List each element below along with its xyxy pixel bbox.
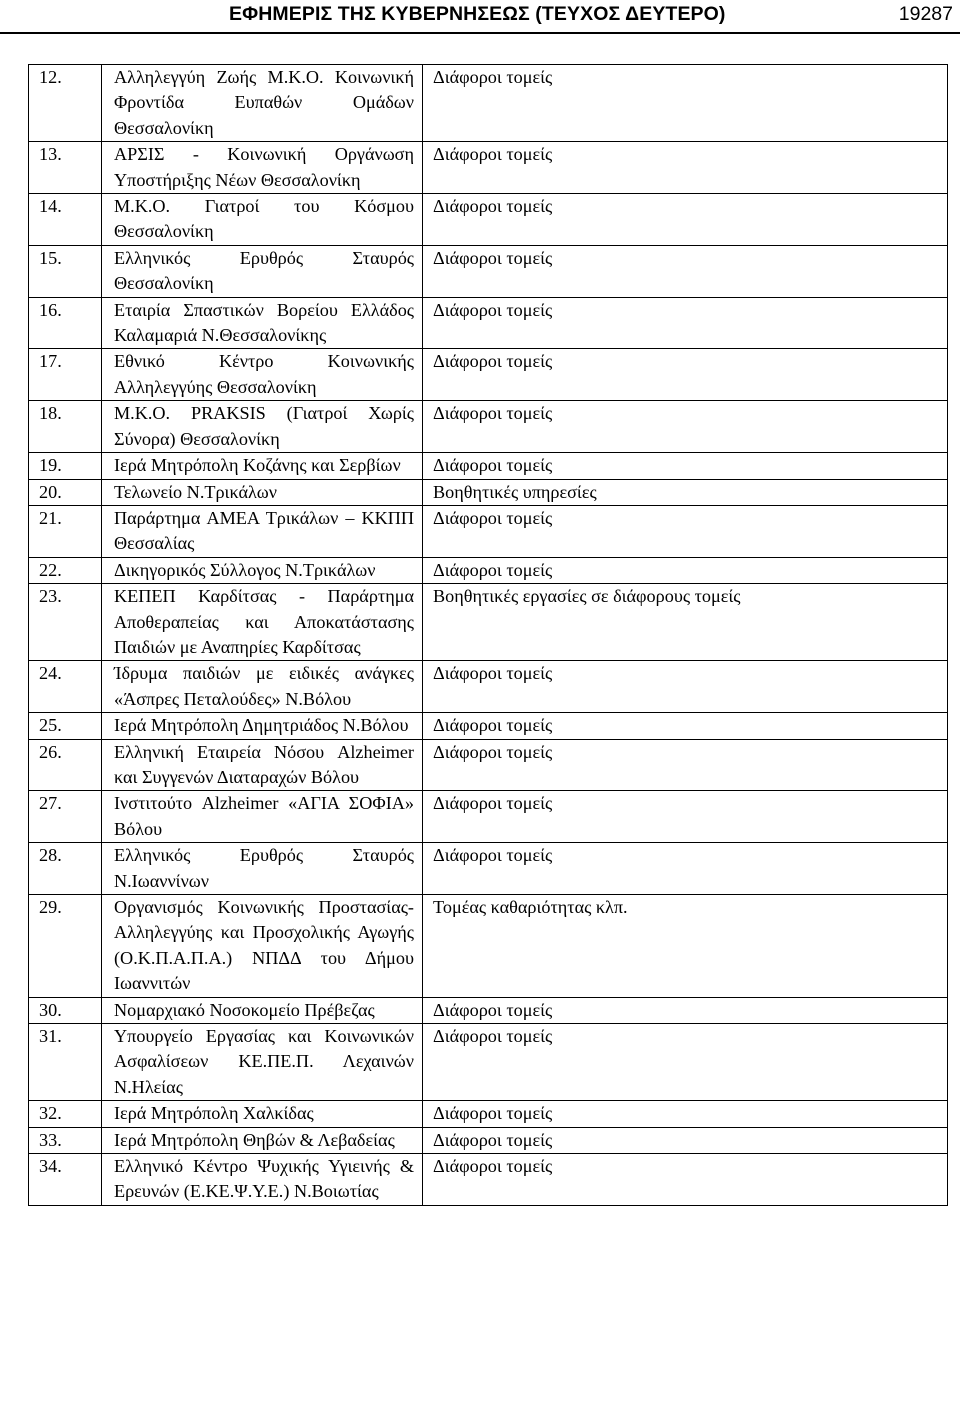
row-number: 24. — [29, 661, 102, 713]
sector-description: Διάφοροι τομείς — [423, 997, 948, 1023]
organization-name: Ιερά Μητρόπολη Κοζάνης και Σερβίων — [102, 453, 423, 479]
table-row — [29, 1101, 948, 1127]
organization-name: Υπουργείο Εργασίας και Κοινωνικών Ασφαλίσεων ΚΕ.ΠΕ.Π. Λεχαινών Ν.Ηλείας — [102, 1024, 423, 1101]
organization-name: Ελληνικός Ερυθρός Σταυρός Ν.Ιωαννίνων — [102, 843, 423, 895]
table-row — [29, 349, 948, 401]
organization-name: Ελληνική Εταιρεία Νόσου Alzheimer και Συγγενών Διαταραχών Βόλου — [102, 739, 423, 791]
organization-name: Παράρτημα ΑΜΕΑ Τρικάλων – ΚΚΠΠ Θεσσαλίας — [102, 505, 423, 557]
table-row — [29, 843, 948, 895]
sector-description: Βοηθητικές υπηρεσίες — [423, 479, 948, 505]
organization-name: Ιερά Μητρόπολη Θηβών & Λεβαδείας — [102, 1127, 423, 1153]
row-number: 25. — [29, 713, 102, 739]
row-number: 34. — [29, 1154, 102, 1206]
organization-name: ΑΡΣΙΣ - Κοινωνική Οργάνωση Υποστήριξης Νέων Θεσσαλονίκη — [102, 142, 423, 194]
table-row — [29, 713, 948, 739]
row-number: 26. — [29, 739, 102, 791]
organization-name: Νομαρχιακό Νοσοκομείο Πρέβεζας — [102, 997, 423, 1023]
table-row — [29, 661, 948, 713]
sector-description: Διάφοροι τομείς — [423, 791, 948, 843]
organization-name: Ελληνικός Ερυθρός Σταυρός Θεσσαλονίκη — [102, 245, 423, 297]
sector-description: Διάφοροι τομείς — [423, 739, 948, 791]
row-number: 23. — [29, 584, 102, 661]
sector-description: Διάφοροι τομείς — [423, 349, 948, 401]
table-row — [29, 142, 948, 194]
table-row — [29, 584, 948, 661]
row-number: 29. — [29, 895, 102, 998]
row-number: 27. — [29, 791, 102, 843]
row-number: 28. — [29, 843, 102, 895]
table-row — [29, 1154, 948, 1206]
sector-description: Διάφοροι τομείς — [423, 1024, 948, 1101]
row-number: 12. — [29, 65, 102, 142]
table-row — [29, 479, 948, 505]
table-row — [29, 1024, 948, 1101]
row-number: 15. — [29, 245, 102, 297]
table-row — [29, 245, 948, 297]
row-number: 19. — [29, 453, 102, 479]
table-row — [29, 557, 948, 583]
sector-description: Βοηθητικές εργασίες σε διάφορους τομείς — [423, 584, 948, 661]
sector-description: Διάφοροι τομείς — [423, 557, 948, 583]
sector-description: Διάφοροι τομείς — [423, 1127, 948, 1153]
row-number: 30. — [29, 997, 102, 1023]
table-row — [29, 739, 948, 791]
row-number: 22. — [29, 557, 102, 583]
sector-description: Διάφοροι τομείς — [423, 453, 948, 479]
sector-description: Διάφοροι τομείς — [423, 1101, 948, 1127]
organization-name: Ιερά Μητρόπολη Χαλκίδας — [102, 1101, 423, 1127]
row-number: 18. — [29, 401, 102, 453]
sector-description: Διάφοροι τομείς — [423, 843, 948, 895]
organization-name: Αλληλεγγύη Ζωής Μ.Κ.Ο. Κοινωνική Φροντίδα Ευπαθών Ομάδων Θεσσαλονίκη — [102, 65, 423, 142]
organization-name: Οργανισμός Κοινωνικής Προστασίας-Αλληλεγγύης και Προσχολικής Αγωγής (Ο.Κ.Π.Α.Π.Α.) ΝΠΔΔ του Δήμου Ιωαννιτών — [102, 895, 423, 998]
sector-description: Διάφοροι τομείς — [423, 1154, 948, 1206]
row-number: 21. — [29, 505, 102, 557]
row-number: 17. — [29, 349, 102, 401]
sector-description: Διάφοροι τομείς — [423, 245, 948, 297]
table-row — [29, 791, 948, 843]
row-number: 33. — [29, 1127, 102, 1153]
row-number: 32. — [29, 1101, 102, 1127]
sector-description: Διάφοροι τομείς — [423, 65, 948, 142]
table-row — [29, 401, 948, 453]
row-number: 31. — [29, 1024, 102, 1101]
page-number: 19287 — [898, 3, 953, 25]
row-number: 14. — [29, 194, 102, 246]
organization-name: Δικηγορικός Σύλλογος Ν.Τρικάλων — [102, 557, 423, 583]
organization-name: Ιερά Μητρόπολη Δημητριάδος Ν.Βόλου — [102, 713, 423, 739]
table-row — [29, 194, 948, 246]
organization-name: Μ.Κ.Ο. PRAKSIS (Γιατροί Χωρίς Σύνορα) Θεσσαλονίκη — [102, 401, 423, 453]
header-rule — [0, 32, 960, 34]
sector-description: Διάφοροι τομείς — [423, 505, 948, 557]
table-row — [29, 997, 948, 1023]
organizations-table-body — [29, 65, 948, 1206]
organization-name: Ίδρυμα παιδιών με ειδικές ανάγκες «Άσπρες Πεταλούδες» Ν.Βόλου — [102, 661, 423, 713]
table-row — [29, 297, 948, 349]
organization-name: ΚΕΠΕΠ Καρδίτσας - Παράρτημα Αποθεραπείας και Αποκατάστασης Παιδιών με Αναπηρίες Καρδίτσας — [102, 584, 423, 661]
sector-description: Τομέας καθαριότητας κλπ. — [423, 895, 948, 998]
sector-description: Διάφοροι τομείς — [423, 194, 948, 246]
row-number: 16. — [29, 297, 102, 349]
organization-name: Ινστιτούτο Alzheimer «ΑΓΙΑ ΣΟΦΙΑ» Βόλου — [102, 791, 423, 843]
organization-name: Μ.Κ.Ο. Γιατροί του Κόσμου Θεσσαλονίκη — [102, 194, 423, 246]
sector-description: Διάφοροι τομείς — [423, 401, 948, 453]
organization-name: Εθνικό Κέντρο Κοινωνικής Αλληλεγγύης Θεσσαλονίκη — [102, 349, 423, 401]
row-number: 20. — [29, 479, 102, 505]
sector-description: Διάφοροι τομείς — [423, 142, 948, 194]
gazette-title: ΕΦΗΜΕΡΙΣ ΤΗΣ ΚΥΒΕΡΝΗΣΕΩΣ (ΤΕΥΧΟΣ ΔΕΥΤΕΡΟ) — [229, 3, 726, 25]
page-header — [0, 0, 960, 36]
table-row — [29, 453, 948, 479]
sector-description: Διάφοροι τομείς — [423, 661, 948, 713]
sector-description: Διάφοροι τομείς — [423, 297, 948, 349]
table-row — [29, 505, 948, 557]
table-row — [29, 65, 948, 142]
organization-name: Εταιρία Σπαστικών Βορείου Ελλάδος Καλαμαριά Ν.Θεσσαλονίκης — [102, 297, 423, 349]
organization-name: Ελληνικό Κέντρο Ψυχικής Υγιεινής & Ερευνών (Ε.ΚΕ.Ψ.Υ.Ε.) Ν.Βοιωτίας — [102, 1154, 423, 1206]
table-row — [29, 895, 948, 998]
organizations-table — [28, 64, 948, 1206]
row-number: 13. — [29, 142, 102, 194]
table-row — [29, 1127, 948, 1153]
organization-name: Τελωνείο Ν.Τρικάλων — [102, 479, 423, 505]
sector-description: Διάφοροι τομείς — [423, 713, 948, 739]
